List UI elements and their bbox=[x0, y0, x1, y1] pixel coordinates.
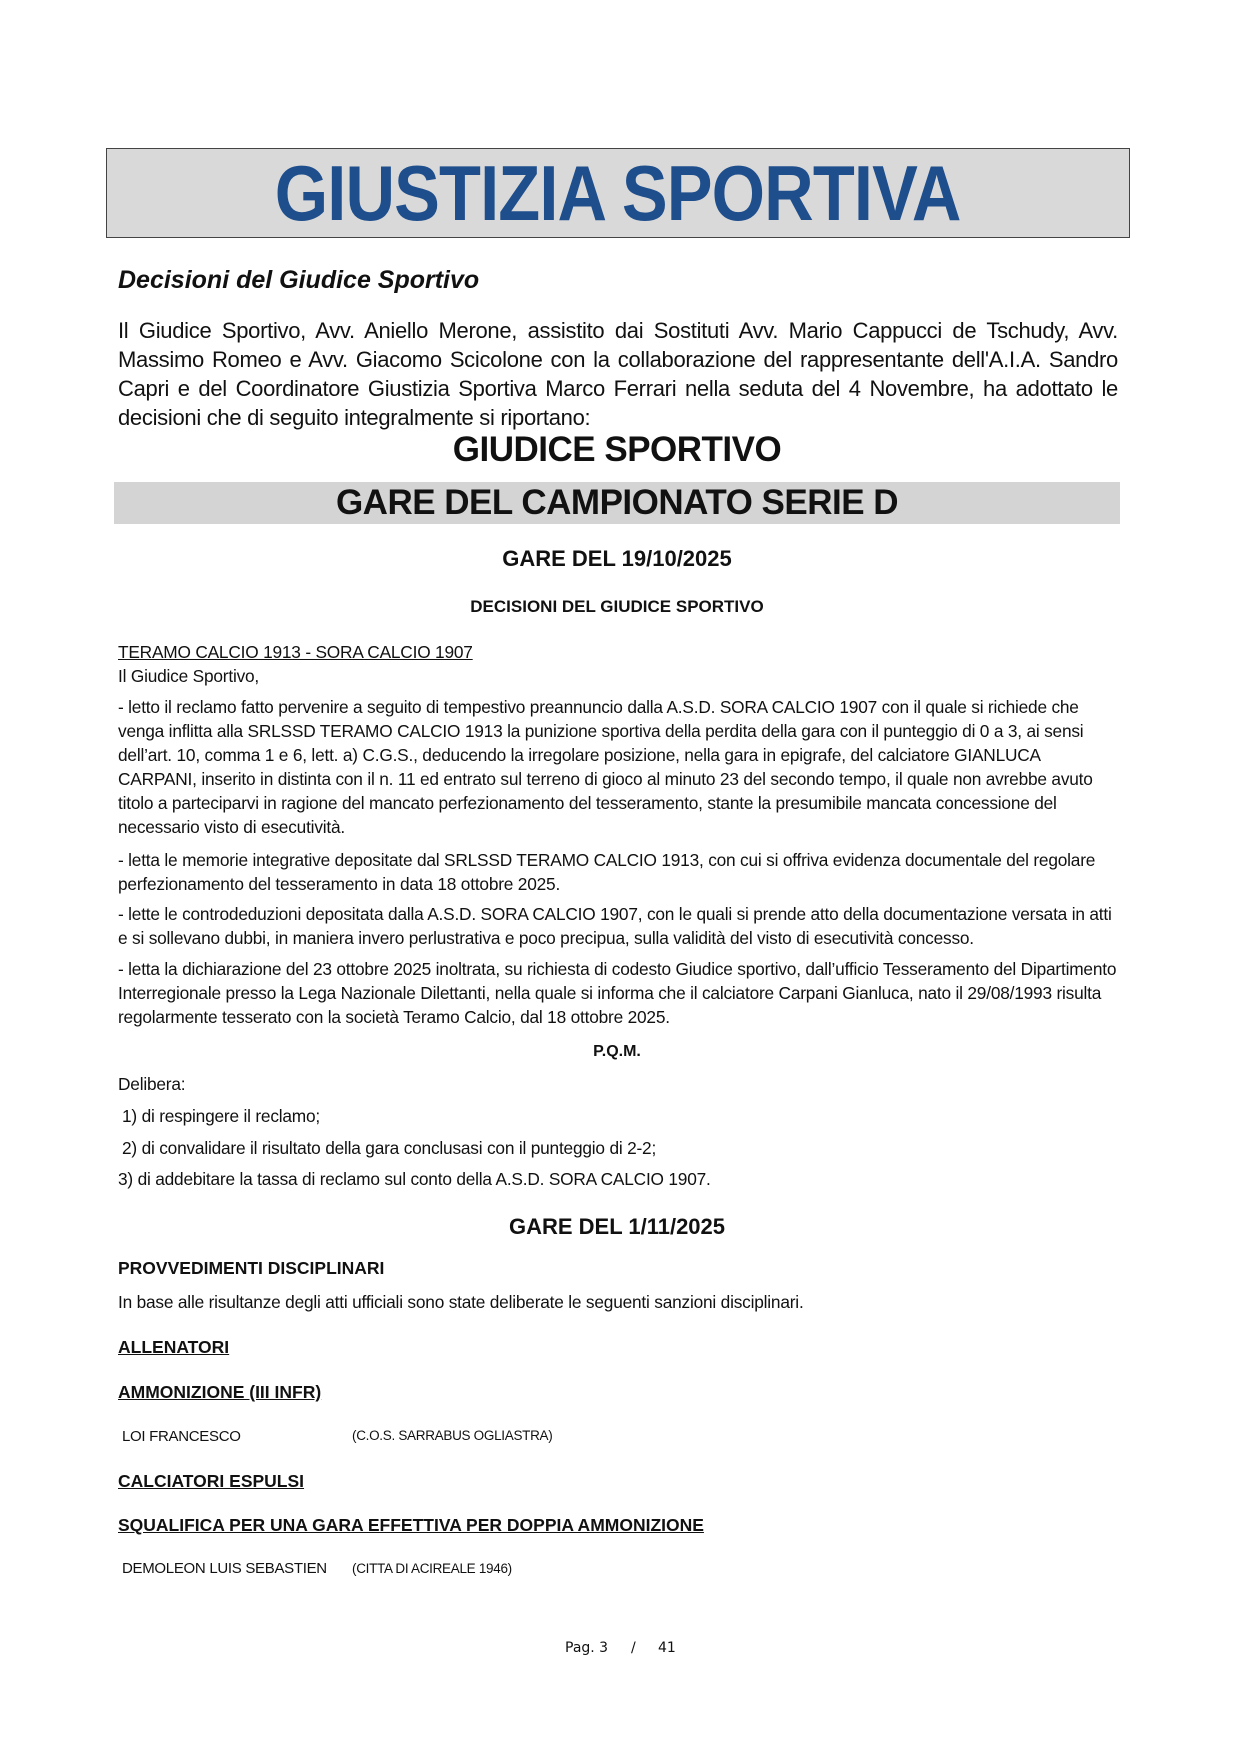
disciplinary-intro: In base alle risultanze degli atti ufficiali sono state deliberate le seguenti sanzioni disciplinari. bbox=[118, 1292, 804, 1312]
section-subtitle: Decisioni del Giudice Sportivo bbox=[118, 266, 480, 294]
sanction-name: DEMOLEON LUIS SEBASTIEN bbox=[122, 1560, 327, 1577]
decision-opening: Il Giudice Sportivo, bbox=[118, 666, 260, 686]
provvedimenti-heading: PROVVEDIMENTI DISCIPLINARI bbox=[118, 1258, 385, 1278]
decision-paragraph: - letta la dichiarazione del 23 ottobre 2025 inoltrata, su richiesta di codesto Giudice sportivo, dall’ufficio Tesseramento del Dipartimento Interregionale presso la Lega Nazionale Dilettanti, nella quale si informa che il calciatore Carpani Gianluca, nato il 29/08/1993 risulta regolarmente tesserato con la società Teramo Calcio, dal 18 ottobre 2025. bbox=[118, 959, 1117, 1027]
ruling-item: 1) di respingere il reclamo; bbox=[122, 1106, 321, 1126]
page-number: Pag. 3 bbox=[565, 1640, 609, 1656]
calciatori-espulsi-heading: CALCIATORI ESPULSI bbox=[118, 1471, 305, 1491]
page-title: GIUSTIZIA SPORTIVA bbox=[275, 148, 961, 237]
heading-date-1: GARE DEL 19/10/2025 bbox=[502, 546, 732, 571]
decision-paragraph: - lette le controdeduzioni depositata dalla A.S.D. SORA CALCIO 1907, con le quali si prende atto della documentazione versata in atti e si sollevano dubbi, in maniera invero perlustrativa e poco precipua, sulla validità del visto di esecutività concesso. bbox=[118, 904, 1112, 948]
decision-paragraph: - letto il reclamo fatto pervenire a seguito di tempestivo preannuncio dalla A.S.D. SORA CALCIO 1907 con il quale si richiede che venga inflitta alla SRLSSD TERAMO CALCIO 1913 la punizione sportiva della perdita della gara con il punteggio di 0 a 3, ai sensi dell’art. 10, comma 1 e 6, lett. a) C.G.S., deducendo la irregolare posizione, nella gara in epigrafe, del calciatore GIANLUCA CARPANI, inserito in distinta con il n. 11 ed entrato sul terreno di gioco al minuto 23 del secondo tempo, il quale non avrebbe avuto titolo a parteciparvi in ragione del mancato perfezionamento del tesseramento, stante la presumibile mancata concessione del necessario visto di esecutività. bbox=[118, 697, 1093, 837]
heading-pqm: P.Q.M. bbox=[593, 1043, 641, 1060]
heading-giudice-sportivo: GIUDICE SPORTIVO bbox=[452, 430, 782, 469]
intro-paragraph: Il Giudice Sportivo, Avv. Aniello Merone, assistito dai Sostituti Avv. Mario Cappucci de Tschudy, Avv. Massimo Romeo e Avv. Giacomo Scicolone con la collaborazione del rappresentante dell'A.I.A. Sandro Capri e del Coordinatore Giustizia Sportiva Marco Ferrari nella seduta del 4 Novembre, ha adottato le decisioni che di seguito integralmente si riportano: bbox=[118, 318, 1118, 430]
ammonizione-heading: AMMONIZIONE (III INFR) bbox=[118, 1382, 322, 1402]
match-title: TERAMO CALCIO 1913 - SORA CALCIO 1907 bbox=[118, 642, 473, 662]
sanction-club: (C.O.S. SARRABUS OGLIASTRA) bbox=[352, 1428, 553, 1443]
ruling-item: 2) di convalidare il risultato della gara conclusasi con il punteggio di 2-2; bbox=[122, 1138, 657, 1158]
decision-paragraph: - letta le memorie integrative depositate dal SRLSSD TERAMO CALCIO 1913, con cui si offriva evidenza documentale del regolare perfezionamento del tesseramento in data 18 ottobre 2025. bbox=[118, 850, 1096, 894]
heading-date-2: GARE DEL 1/11/2025 bbox=[508, 1214, 726, 1239]
page-separator: / bbox=[631, 1640, 636, 1656]
heading-campionato-bar: GARE DEL CAMPIONATO SERIE D bbox=[114, 482, 1120, 524]
page-total: 41 bbox=[658, 1640, 676, 1656]
ruling-item: 3) di addebitare la tassa di reclamo sul conto della A.S.D. SORA CALCIO 1907. bbox=[118, 1169, 711, 1189]
title-banner bbox=[106, 148, 1130, 238]
sanction-name: LOI FRANCESCO bbox=[122, 1428, 241, 1445]
heading-decisioni: DECISIONI DEL GIUDICE SPORTIVO bbox=[470, 597, 764, 616]
sanction-club: (CITTA DI ACIREALE 1946) bbox=[352, 1561, 512, 1576]
squalifica-heading: SQUALIFICA PER UNA GARA EFFETTIVA PER DOPPIA AMMONIZIONE bbox=[118, 1515, 704, 1535]
allenatori-heading: ALLENATORI bbox=[118, 1337, 230, 1357]
delibera-label: Delibera: bbox=[118, 1074, 186, 1094]
